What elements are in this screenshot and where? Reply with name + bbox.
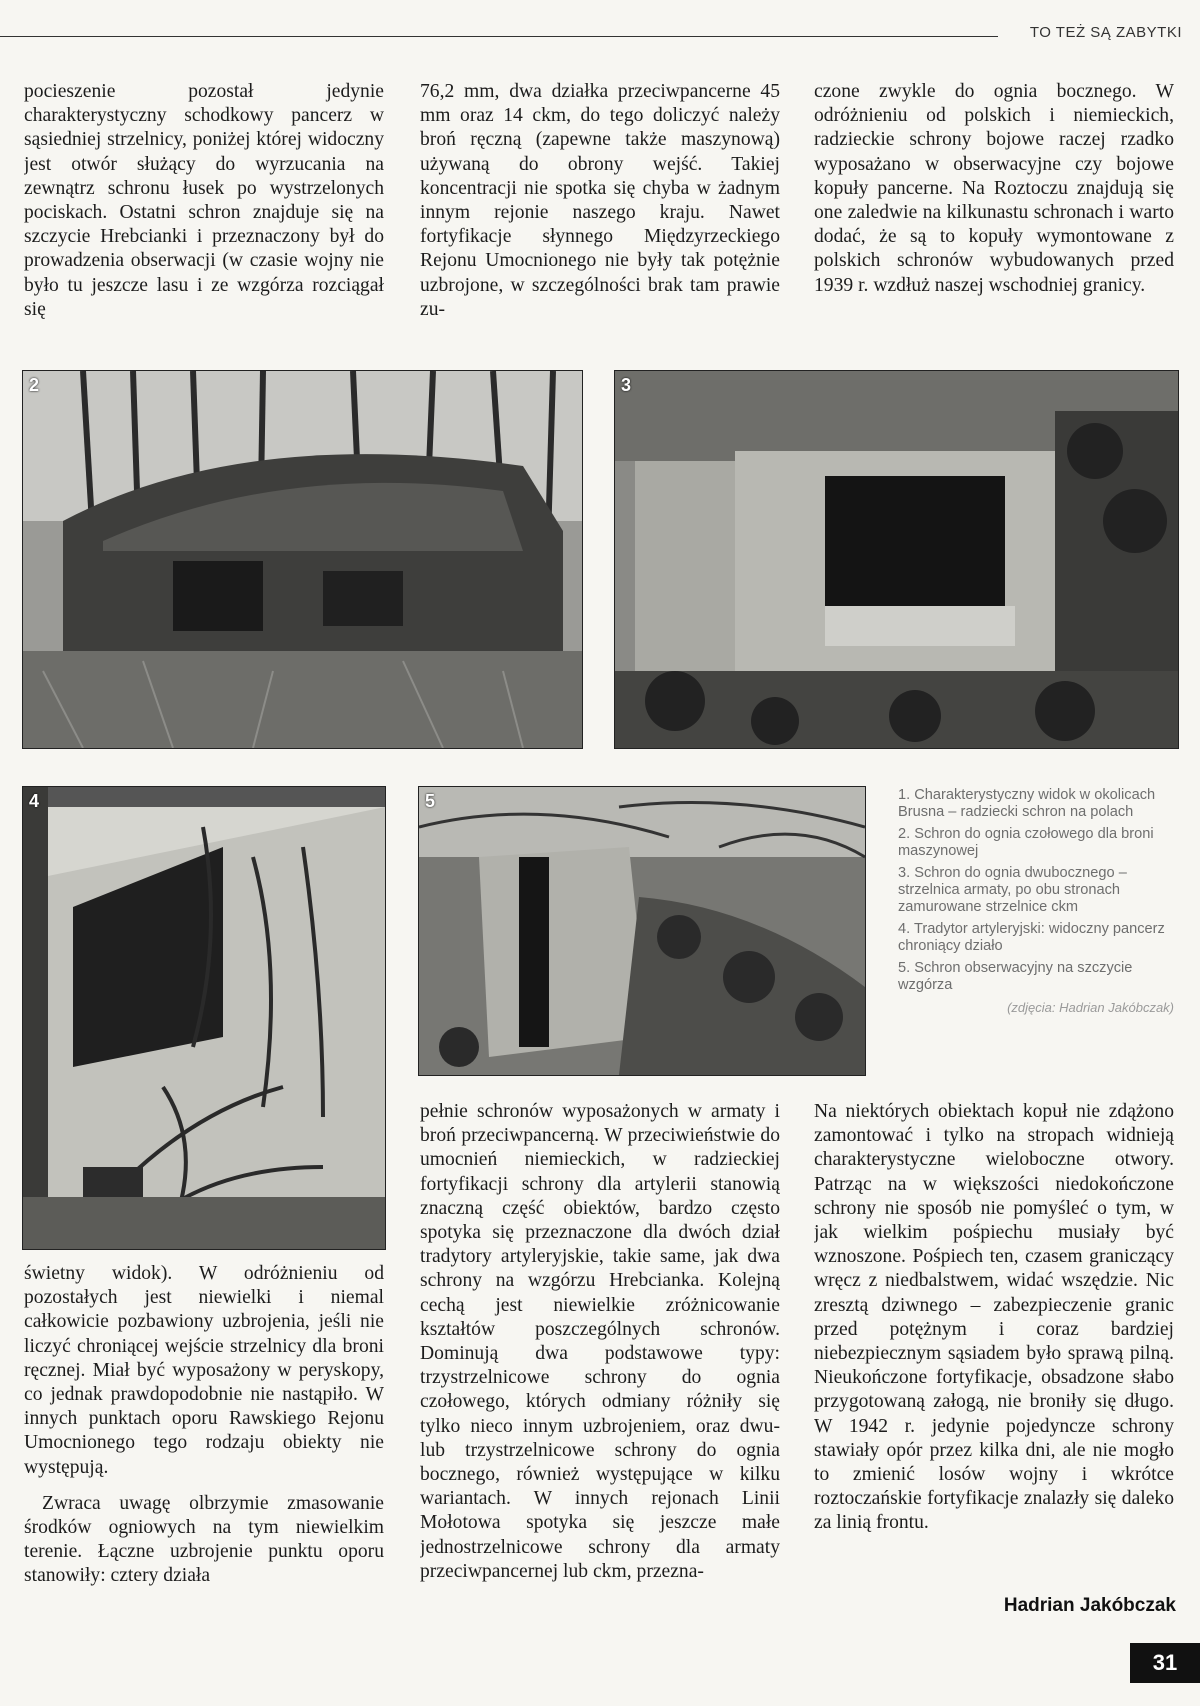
paragraph: pocieszenie pozostał jedynie charakterystyczny schodkowy pancerz w sąsiedniej strzelnicy, poniżej której widoczny jest otwór służący do wyrzucania na zewnątrz schronu łusek po wystrzelonych pociskach. Ostatni schron znajduje się na szczycie Hrebcianki i przeznaczony był do prowadzenia obserwacji (w czasie wojny nie było tu jeszcze lasu i ze wzgórza rozciągał się (24, 81, 384, 320)
photo-number: 4 (29, 791, 40, 811)
section-title: TO TEŻ SĄ ZABYTKI (1029, 24, 1182, 41)
caption-3: 3. Schron do ognia dwubocznego – strzelnica armaty, po obu stronach zamurowane strzelnice ckm (898, 865, 1127, 915)
photo-bunker-4 (22, 786, 386, 1250)
caption-4: 4. Tradytor artyleryjski: widoczny pancerz chroniący działo (898, 921, 1165, 954)
caption-2: 2. Schron do ognia czołowego dla broni maszynowej (898, 826, 1154, 859)
photo-bunker-2-image (23, 371, 582, 748)
photo-bunker-5 (418, 786, 866, 1076)
article-column-2 (420, 80, 780, 340)
photo-number: 3 (621, 375, 632, 395)
paragraph: świetny widok). W odróżnieniu od pozostałych jest niewielki i niemal całkowicie pozbawiony uzbrojenia, jeśli nie liczyć chroniącej wejście strzelnicy dla broni ręcznej. Miał być wyposażony w peryskopy, co jednak prawdopodobnie nie nastąpiło. W innych punktach oporu Rawskiego Rejonu Umocnionego tego rodzaju obiekty nie występują. (24, 1263, 384, 1478)
photo-number: 2 (29, 375, 40, 395)
photo-bunker-4-image (23, 787, 385, 1249)
photo-captions (898, 787, 1188, 1016)
article-column-4 (24, 1262, 384, 1642)
paragraph: Na niektórych obiektach kopuł nie zdążono zamontować i tylko na stropach widnieją charakterystyczne wieloboczne otwory. Patrząc na w większości niedokończone schrony nie sposób nie pomyśleć o tym, w jak wielkim pośpiechu musiały być wznoszone. Pośpiech ten, czasem graniczący wręcz z niedbalstwem, widać wszędzie. Nic zresztą dziwnego – zabezpieczenie granic przed potężnym i coraz bardziej niebezpiecznym sąsiadem było sprawą pilną. Nieukończone fortyfikacje, obsadzone słabo przygotowaną załogą, nie broniły się długo. W 1942 r. jedynie pojedyncze schrony stawiały opór przez kilka dni, ale nie mogło to zmienić losów wojny i wkrótce roztoczańskie fortyfikacje znalazły się daleko za linią frontu. (814, 1101, 1174, 1534)
page-number: 31 (1130, 1643, 1200, 1683)
header-rule (0, 36, 998, 37)
photo-bunker-3-image (615, 371, 1178, 748)
paragraph: 76,2 mm, dwa działka przeciwpancerne 45 mm oraz 14 ckm, do tego doliczyć należy broń ręczną (zapewne także maszynową) używaną do obrony wejść. Takiej koncentracji nie spotka się chyba w żadnym innym rejonie naszego kraju. Nawet fortyfikacje słynnego Międzyrzeckiego Rejonu Umocnionego nie były tak potężnie uzbrojone, w szczególności brak tam prawie zu- (420, 81, 780, 320)
article-column-5 (420, 1100, 780, 1630)
photo-bunker-2 (22, 370, 583, 749)
author-signature: Hadrian Jakóbczak (1003, 1595, 1176, 1616)
photo-credit: (zdjęcia: Hadrian Jakóbczak) (1007, 1000, 1174, 1015)
article-column-3 (814, 80, 1174, 340)
photo-bunker-5-image (419, 787, 865, 1075)
photo-bunker-3 (614, 370, 1179, 749)
paragraph: Zwraca uwagę olbrzymie zmasowanie środków ogniowych na tym niewielkim terenie. Łączne uzbrojenie punktu oporu stanowiły: cztery działa (24, 1492, 384, 1587)
caption-1: 1. Charakterystyczny widok w okolicach Brusna – radziecki schron na polach (898, 787, 1156, 820)
article-column-6 (814, 1100, 1174, 1590)
caption-5: 5. Schron obserwacyjny na szczycie wzgórza (898, 960, 1133, 993)
paragraph: czone zwykle do ognia bocznego. W odróżnieniu od polskich i niemieckich, radzieckie schrony bojowe raczej rzadko wyposażano w obserwacyjne czy bojowe kopuły pancerne. Na Roztoczu znajdują się one zaledwie na kilkunastu schronach i warto dodać, że są to kopuły wymontowane z polskich schronów wybudowanych przed 1939 r. wzdłuż naszej wschodniej granicy. (814, 81, 1174, 296)
article-column-1 (24, 80, 384, 340)
photo-number: 5 (425, 791, 436, 811)
paragraph: pełnie schronów wyposażonych w armaty i broń przeciwpancerną. W przeciwieństwie do umocnień niemieckich, w radzieckiej fortyfikacji schrony dla artylerii stanowią znaczną część obiektów, bardzo często spotyka się przeznaczone dla dwóch dział tradytory artyleryjskie, takie same, jak dwa schrony na wzgórzu Hrebcianka. Kolejną cechą jest niewielkie zróżnicowanie kształtów poszczególnych schronów. Dominują dwa podstawowe typy: trzystrzelnicowe schrony do ognia czołowego, których odmiany różniły się tylko nieco innym uzbrojeniem, oraz dwu- lub trzystrzelnicowe schrony do ognia bocznego, również występujące w kilku wariantach. W innych rejonach Linii Mołotowa spotyka się jeszcze małe jednostrzelnicowe schrony dla armaty przeciwpancernej lub ckm, przezna- (420, 1101, 780, 1582)
